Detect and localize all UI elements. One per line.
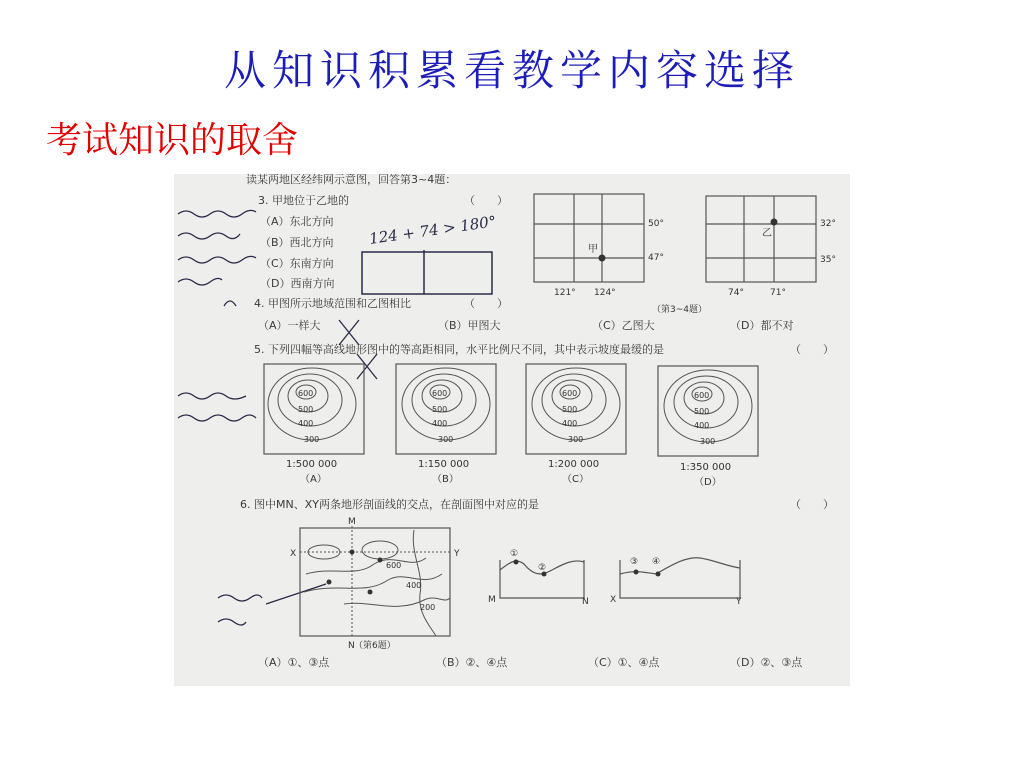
- grid-yi: [706, 196, 816, 282]
- grid-jia-lat-1: 50°: [648, 219, 664, 229]
- profile-xy-p2: ④: [652, 557, 661, 567]
- q4-bracket: （ ）: [464, 297, 508, 310]
- svg-text:600: 600: [298, 389, 314, 398]
- q6-contour-400: 400: [406, 581, 422, 590]
- svg-text:300: 300: [438, 435, 454, 444]
- q3-option-a: （A）东北方向: [260, 215, 334, 228]
- q6-option-d: （D）②、③点: [730, 656, 803, 669]
- q5-stem: 5. 下列四幅等高线地形图中的等高距相同，水平比例尺不同，其中表示坡度最缓的是: [254, 343, 664, 356]
- q5-scale-c: 1:200 000: [548, 459, 600, 470]
- q6-map-label-y: Y: [454, 549, 460, 559]
- profile-xy-left: X: [610, 595, 617, 605]
- grid-jia-lat-2: 47°: [648, 253, 664, 263]
- q5-scale-a: 1:500 000: [286, 459, 338, 470]
- profile-mn-p1: ①: [510, 549, 519, 559]
- q4-stem: 4. 甲图所示地域范围和乙图相比: [254, 297, 411, 310]
- svg-text:400: 400: [694, 421, 710, 430]
- q4-option-a: （A）一样大: [258, 319, 321, 332]
- q5-option-a: （A）: [300, 474, 327, 485]
- q5-option-c: （C）: [562, 474, 589, 485]
- grid-yi-lon-2: 71°: [770, 288, 786, 298]
- q6-fig-caption: （第6题）: [354, 641, 396, 651]
- q5-map-c: [526, 364, 626, 454]
- svg-text:300: 300: [700, 437, 716, 446]
- profile-mn-left: M: [488, 595, 496, 605]
- q6-stem: 6. 图中MN、XY两条地形剖面线的交点，在剖面图中对应的是: [240, 498, 539, 511]
- grid-jia-point: 甲: [588, 244, 598, 255]
- q3-option-d: （D）西南方向: [260, 277, 335, 290]
- q6-map-label-n: N: [348, 641, 355, 651]
- svg-text:400: 400: [298, 419, 314, 428]
- svg-text:500: 500: [562, 405, 578, 414]
- profile-mn-p2: ②: [538, 563, 547, 573]
- handwritten-calc: 124 + 74 > 180°: [368, 212, 498, 248]
- scan-header: 读某两地区经纬网示意图，回答第3~4题：: [246, 174, 457, 186]
- scanned-exam-image: [174, 174, 850, 686]
- grid-yi-lon-1: 74°: [728, 288, 744, 298]
- q6-bracket: （ ）: [790, 498, 834, 511]
- svg-text:300: 300: [568, 435, 584, 444]
- q6-contour-200: 200: [420, 603, 436, 612]
- grid-yi-lat-2: 35°: [820, 255, 836, 265]
- slide-subtitle: 考试知识的取舍: [46, 120, 299, 161]
- handwritten-margin-notes-1: [178, 210, 377, 625]
- q4-option-b: （B）甲图大: [438, 319, 501, 332]
- q3-option-c: （C）东南方向: [260, 257, 334, 270]
- q5-map-d: [658, 366, 758, 456]
- svg-text:600: 600: [694, 391, 710, 400]
- q5-scale-b: 1:150 000: [418, 459, 470, 470]
- svg-text:400: 400: [432, 419, 448, 428]
- svg-text:600: 600: [432, 389, 448, 398]
- q5-map-b: [396, 364, 496, 454]
- q6-option-c: （C）①、④点: [588, 656, 660, 669]
- q3-stem: 3. 甲地位于乙地的: [258, 194, 349, 207]
- fig34-caption: （第3~4题）: [652, 305, 707, 315]
- q6-map-label-x: X: [290, 549, 297, 559]
- q6-option-b: （B）②、④点: [436, 656, 508, 669]
- slide-title: 从知识积累看教学内容选择: [223, 46, 800, 95]
- q5-option-d: （D）: [694, 477, 722, 488]
- profile-xy-right: Y: [736, 597, 742, 607]
- handwritten-sketch-box: [362, 252, 492, 294]
- q6-contour-600: 600: [386, 561, 402, 570]
- q6-contour-map: [300, 526, 450, 636]
- svg-text:500: 500: [694, 407, 710, 416]
- profile-xy-p1: ③: [630, 557, 639, 567]
- grid-jia-lon-2: 124°: [594, 288, 616, 298]
- svg-text:500: 500: [432, 405, 448, 414]
- grid-jia: [534, 194, 644, 282]
- q5-option-b: （B）: [432, 474, 459, 485]
- svg-text:600: 600: [562, 389, 578, 398]
- q6-map-label-m: M: [348, 517, 356, 527]
- svg-text:300: 300: [304, 435, 320, 444]
- grid-yi-lat-1: 32°: [820, 219, 836, 229]
- profile-mn-right: N: [582, 597, 589, 607]
- q4-option-c: （C）乙图大: [592, 319, 655, 332]
- grid-jia-lon-1: 121°: [554, 288, 576, 298]
- q5-bracket: （ ）: [790, 343, 834, 356]
- q5-scale-d: 1:350 000: [680, 462, 732, 473]
- svg-text:400: 400: [562, 419, 578, 428]
- svg-text:500: 500: [298, 405, 314, 414]
- q4-option-d: （D）都不对: [730, 319, 794, 332]
- grid-yi-point: 乙: [762, 228, 772, 239]
- q3-option-b: （B）西北方向: [260, 236, 334, 249]
- q5-map-a: [264, 364, 364, 454]
- q6-option-a: （A）①、③点: [258, 656, 330, 669]
- q3-bracket: （ ）: [464, 194, 508, 207]
